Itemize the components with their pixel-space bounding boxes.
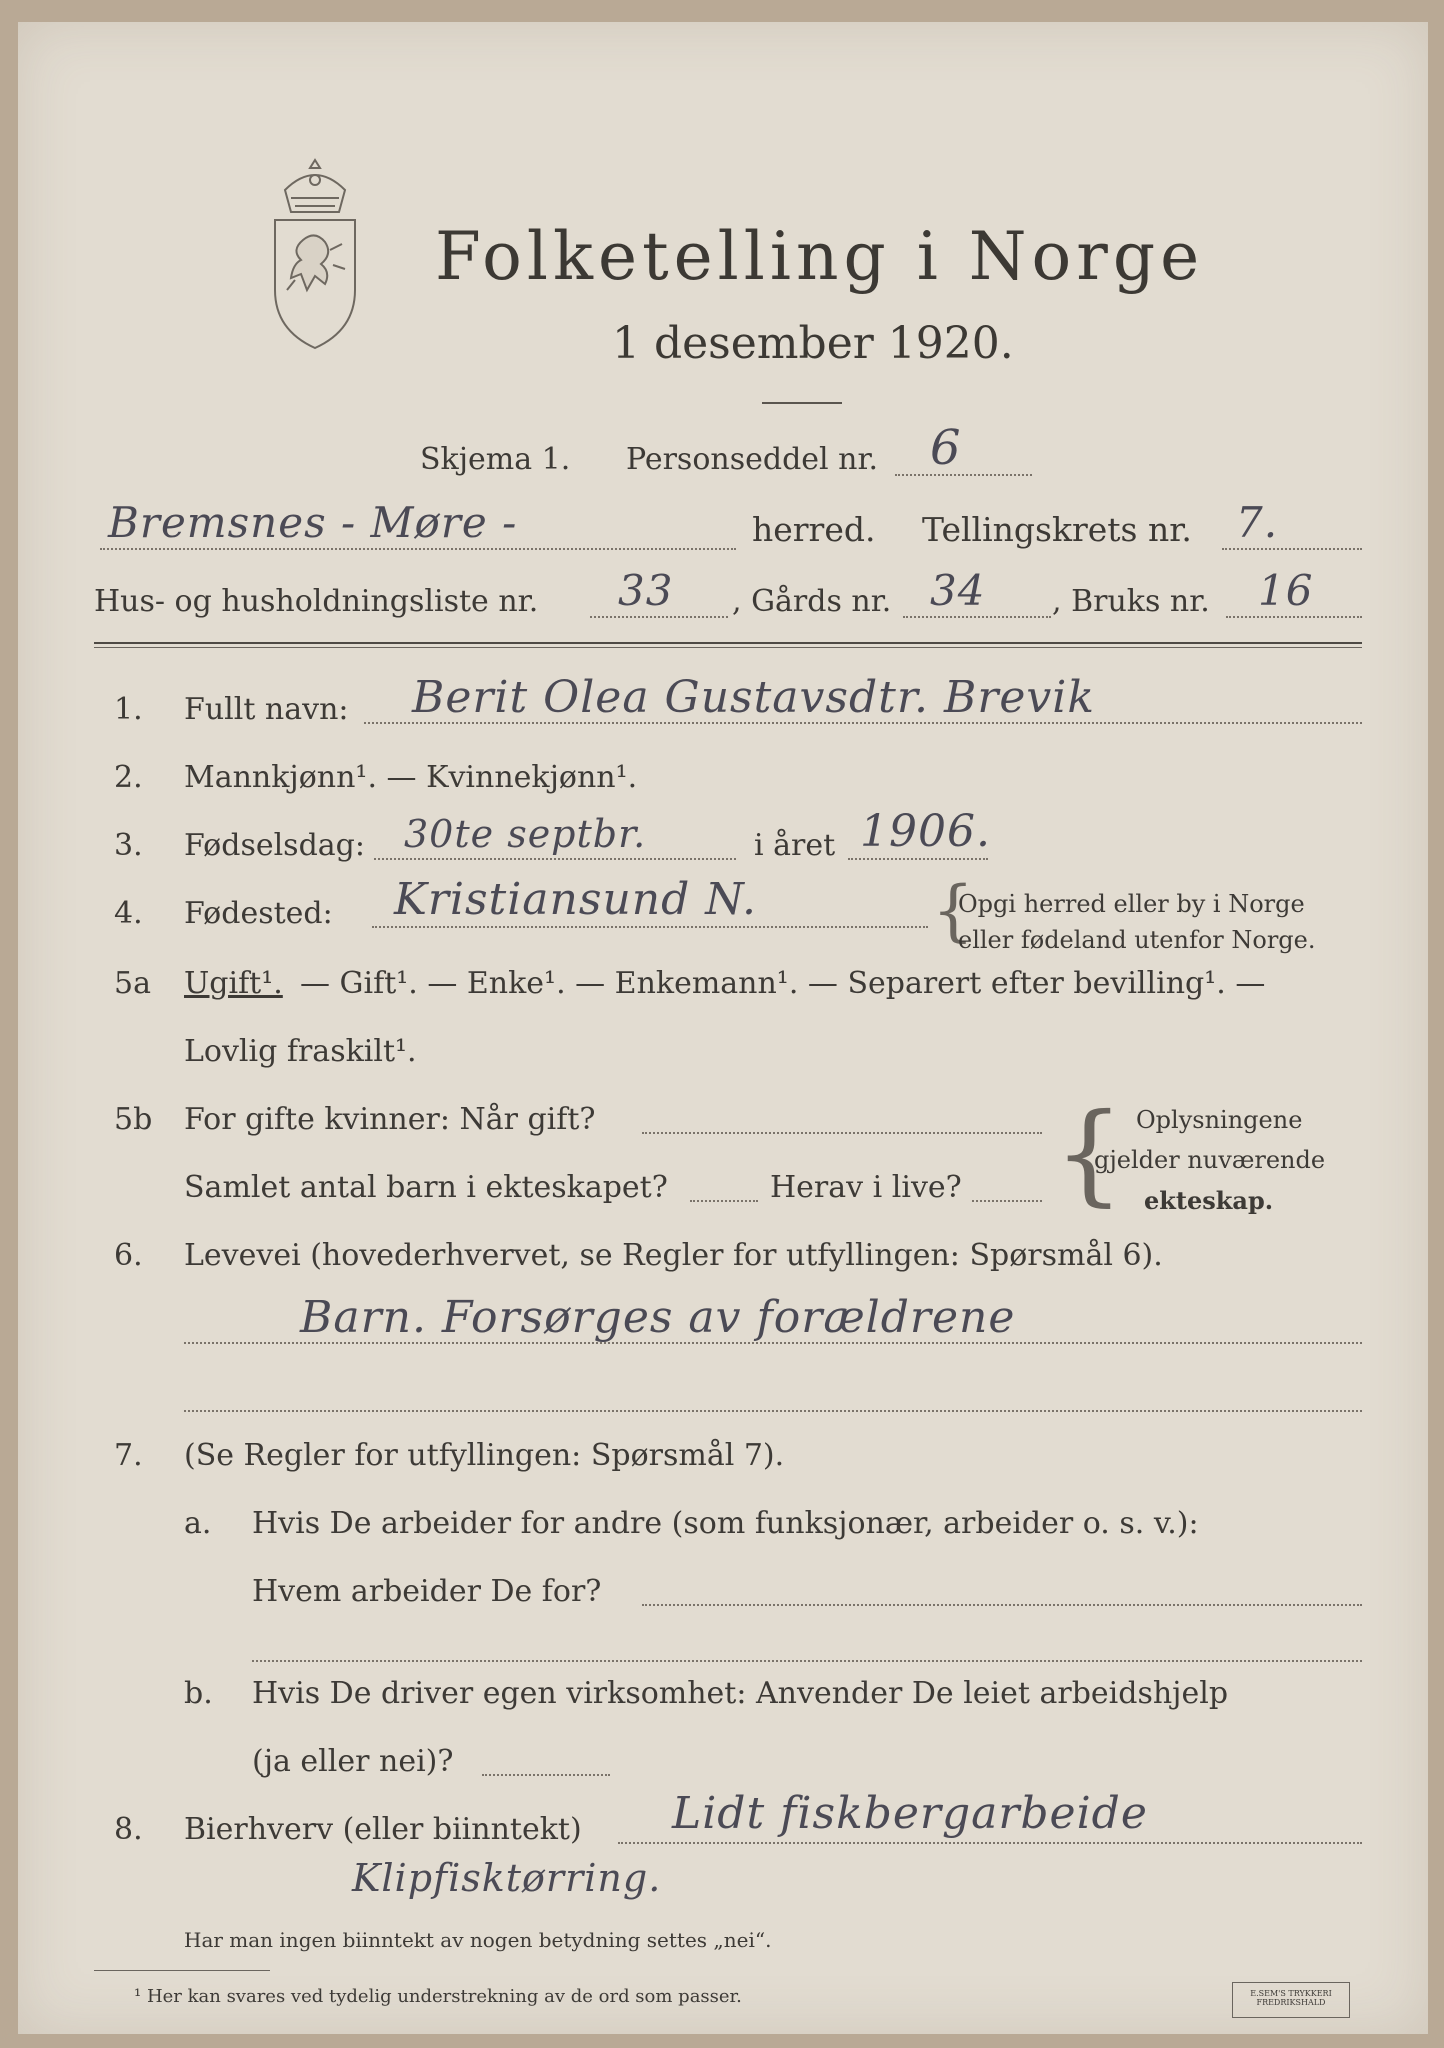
q5b-note-brace: {	[1054, 1089, 1124, 1217]
q5b-number: 5b	[114, 1102, 153, 1137]
q5a-ugift: Ugift¹.	[184, 966, 283, 1001]
q7a-label: Hvis De arbeider for andre (som funksjonær, arbeider o. s. v.):	[252, 1506, 1199, 1541]
q6-field-line2	[184, 1410, 1362, 1412]
bruks-value: 16	[1258, 566, 1314, 615]
q4-number: 4.	[114, 896, 143, 931]
q6-field-line1	[184, 1342, 1362, 1344]
personseddel-label: Personseddel nr.	[626, 442, 879, 477]
q5b-label: For gifte kvinner: Når gift?	[184, 1102, 596, 1137]
q4-value: Kristiansund N.	[394, 874, 757, 925]
q8-value: Lidt fiskbergarbeide	[672, 1788, 1148, 1839]
personseddel-value: 6	[930, 420, 962, 476]
q5a-number: 5a	[114, 966, 151, 1001]
q8-value-line2: Klipfisktørring.	[352, 1856, 662, 1900]
footnote-divider	[94, 1970, 270, 1971]
personseddel-field	[895, 474, 1032, 476]
printer-mark-line2: FREDRIKSHALD	[1256, 1998, 1326, 2007]
q5a-options: — Gift¹. — Enke¹. — Enkemann¹. — Separert efter bevilling¹. —	[300, 966, 1266, 1001]
q5a-option-fraskilt: Lovlig fraskilt¹.	[184, 1034, 417, 1069]
q7a-employer-field-2	[252, 1660, 1362, 1662]
census-date: 1 desember 1920.	[612, 318, 1014, 369]
q1-value: Berit Olea Gustavsdtr. Brevik	[412, 672, 1095, 723]
bruks-field	[1226, 616, 1362, 618]
q7b-label: Hvis De driver egen virksomhet: Anvender De leiet arbeidshjelp	[252, 1676, 1229, 1711]
q8-field	[618, 1842, 1362, 1844]
section-divider-thin	[94, 647, 1362, 648]
tellingskrets-field	[1222, 548, 1362, 550]
tellingskrets-label: Tellingskrets nr.	[922, 510, 1192, 549]
q7b-answer-field	[482, 1774, 610, 1776]
q3-number: 3.	[114, 828, 143, 863]
gards-label: , Gårds nr.	[732, 584, 892, 619]
q6-number: 6.	[114, 1238, 143, 1273]
norway-coat-of-arms-icon	[255, 150, 375, 360]
hus-label: Hus- og husholdningsliste nr.	[94, 584, 539, 619]
q3-field	[374, 858, 736, 860]
q7-number: 7.	[114, 1438, 143, 1473]
q8-note: Har man ingen biinntekt av nogen betydning settes „nei“.	[184, 1928, 772, 1952]
q1-number: 1.	[114, 692, 143, 727]
herred-field	[100, 548, 736, 550]
q3-year-label: i året	[754, 828, 836, 863]
q2-label: Mannkjønn¹. — Kvinnekjønn¹.	[184, 760, 638, 795]
q8-number: 8.	[114, 1812, 143, 1847]
q4-field	[372, 926, 928, 928]
q4-label: Fødested:	[184, 896, 333, 931]
bruks-label: , Bruks nr.	[1052, 584, 1210, 619]
q3-value: 30te septbr.	[404, 812, 647, 856]
q7a-employer-field	[642, 1604, 1362, 1606]
printer-mark-line1: E.SEM'S TRYKKERI	[1250, 1989, 1332, 1998]
gards-value: 34	[930, 566, 986, 615]
q5b-children-label: Samlet antal barn i ekteskapet?	[184, 1170, 668, 1205]
form-title: Folketelling i Norge	[435, 218, 1205, 295]
q4-note-line1: Opgi herred eller by i Norge	[958, 890, 1305, 918]
q7a-employer-label: Hvem arbeider De for?	[252, 1574, 602, 1609]
section-divider	[94, 642, 1362, 644]
q7b-answer-label: (ja eller nei)?	[252, 1744, 454, 1779]
hus-field	[590, 616, 728, 618]
q7a-letter: a.	[184, 1506, 212, 1541]
q5b-children-field	[690, 1200, 758, 1202]
q4-note-line2: eller fødeland utenfor Norge.	[958, 926, 1316, 954]
footnote: ¹ Her kan svares ved tydelig understrekning av de ord som passer.	[134, 1986, 742, 2007]
q5b-alive-field	[972, 1200, 1042, 1202]
gards-field	[903, 616, 1051, 618]
q7-label: (Se Regler for utfyllingen: Spørsmål 7).	[184, 1438, 785, 1473]
q3-label: Fødselsdag:	[184, 828, 365, 863]
q1-label: Fullt navn:	[184, 692, 349, 727]
q5b-married-field	[642, 1132, 1042, 1134]
q5b-alive-label: Herav i live?	[770, 1170, 962, 1205]
header-divider	[762, 402, 842, 404]
q6-label: Levevei (hovederhvervet, se Regler for utfyllingen: Spørsmål 6).	[184, 1238, 1163, 1273]
q2-number: 2.	[114, 760, 143, 795]
q5b-note-line1: Oplysningene	[1136, 1106, 1303, 1134]
herred-value: Bremsnes - Møre -	[108, 498, 518, 547]
q6-value: Barn. Forsørges av forældrene	[300, 1292, 1016, 1343]
q7b-letter: b.	[184, 1676, 213, 1711]
q5b-note-line3: ekteskap.	[1144, 1186, 1274, 1215]
q8-label: Bierhverv (eller biinntekt)	[184, 1812, 582, 1847]
q3-year-field	[848, 858, 988, 860]
schema-label: Skjema 1.	[420, 442, 571, 477]
herred-label: herred.	[752, 510, 876, 549]
printer-mark	[1232, 1982, 1350, 2018]
hus-value: 33	[618, 566, 674, 615]
q4-note-brace: {	[932, 872, 974, 949]
q3-year-value: 1906.	[860, 806, 991, 857]
tellingskrets-value: 7.	[1236, 498, 1279, 547]
q5b-note-line2: gjelder nuværende	[1094, 1146, 1326, 1174]
